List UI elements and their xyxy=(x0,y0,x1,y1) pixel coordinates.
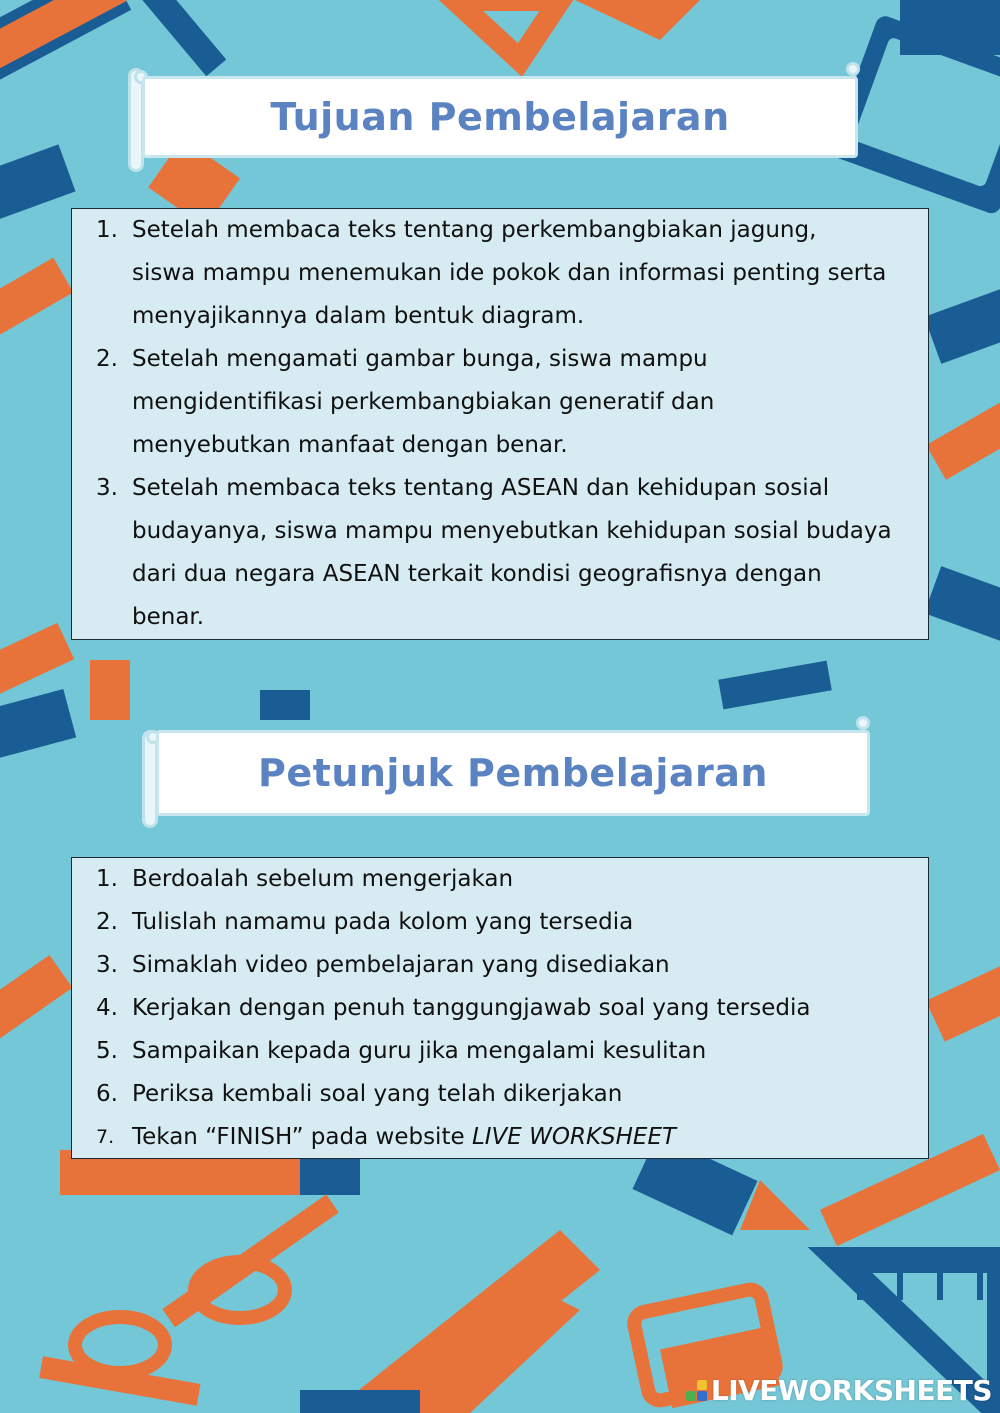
liveworksheets-logo-text: LIVEWORKSHEETS xyxy=(710,1374,992,1407)
list-item-line: mengidentifikasi perkembangbiakan generatif dan xyxy=(132,389,715,415)
list-item xyxy=(72,944,928,987)
list-item xyxy=(72,858,928,901)
list-item-line: Setelah membaca teks tentang ASEAN dan kehidupan sosial xyxy=(132,475,830,501)
list-item-number: 6. xyxy=(96,1081,118,1107)
left-side-supplies xyxy=(0,144,76,1045)
tujuan-banner xyxy=(128,68,862,172)
list-item xyxy=(72,1116,928,1159)
list-item-italic-text: LIVE WORKSHEET xyxy=(471,1124,677,1150)
list-item-number: 2. xyxy=(96,346,118,372)
tujuan-title-panel xyxy=(142,76,858,158)
scroll-curl-right xyxy=(846,62,860,76)
list-item-line: menyajikannya dalam bentuk diagram. xyxy=(132,303,585,329)
list-item-line: menyebutkan manfaat dengan benar. xyxy=(132,432,568,458)
list-item-line: dari dua negara ASEAN terkait kondisi geografisnya dengan xyxy=(132,561,822,587)
petunjuk-title-panel xyxy=(156,730,870,816)
tujuan-title: Tujuan Pembelajaran xyxy=(270,95,730,139)
list-item-text: Tekan “FINISH” pada website xyxy=(132,1124,472,1150)
liveworksheets-logo-icon xyxy=(686,1380,707,1401)
list-item xyxy=(72,209,928,338)
scissors-illustration xyxy=(39,1194,339,1405)
list-item-number: 1. xyxy=(96,866,118,892)
list-item-text: Berdoalah sebelum mengerjakan xyxy=(132,866,514,892)
list-item-number: 3. xyxy=(96,952,118,978)
list-item-number: 4. xyxy=(96,995,118,1021)
petunjuk-list-box xyxy=(71,857,929,1159)
petunjuk-banner xyxy=(142,716,874,828)
list-item-line: Setelah membaca teks tentang perkembangbiakan jagung, xyxy=(132,217,817,243)
list-item-number: 7. xyxy=(96,1126,115,1148)
list-item-number: 2. xyxy=(96,909,118,935)
petunjuk-title: Petunjuk Pembelajaran xyxy=(258,751,768,795)
list-item-line: budayanya, siswa mampu menyebutkan kehidupan sosial budaya xyxy=(132,518,892,544)
list-item xyxy=(72,1030,928,1073)
list-item-text: Kerjakan dengan penuh tanggungjawab soal yang tersedia xyxy=(132,995,811,1021)
list-item-text: Tulislah namamu pada kolom yang tersedia xyxy=(132,909,634,935)
list-item xyxy=(72,467,928,639)
scroll-curl-right xyxy=(856,716,870,730)
list-item xyxy=(72,987,928,1030)
list-item-text: Simaklah video pembelajaran yang disediakan xyxy=(132,952,670,978)
list-item xyxy=(72,1073,928,1116)
list-item-line: benar. xyxy=(132,604,205,630)
right-side-supplies xyxy=(924,286,1000,1042)
list-item xyxy=(72,338,928,467)
middle-band-supplies xyxy=(90,660,832,720)
list-item xyxy=(72,901,928,944)
triangle-ruler-top xyxy=(455,0,700,60)
list-item-number: 3. xyxy=(96,475,118,501)
list-item-number: 5. xyxy=(96,1038,118,1064)
stapler-illustration xyxy=(300,1230,600,1413)
petunjuk-list xyxy=(72,858,928,1159)
list-item-line: siswa mampu menemukan ide pokok dan informasi penting serta xyxy=(132,260,887,286)
list-item-text: Periksa kembali soal yang telah dikerjakan xyxy=(132,1081,623,1107)
list-item-line: Setelah mengamati gambar bunga, siswa mampu xyxy=(132,346,708,372)
list-item-text: Sampaikan kepada guru jika mengalami kesulitan xyxy=(132,1038,707,1064)
liveworksheets-logo xyxy=(686,1374,992,1407)
tujuan-list xyxy=(72,209,928,639)
list-item-number: 1. xyxy=(96,217,118,243)
tujuan-list-box xyxy=(71,208,929,640)
